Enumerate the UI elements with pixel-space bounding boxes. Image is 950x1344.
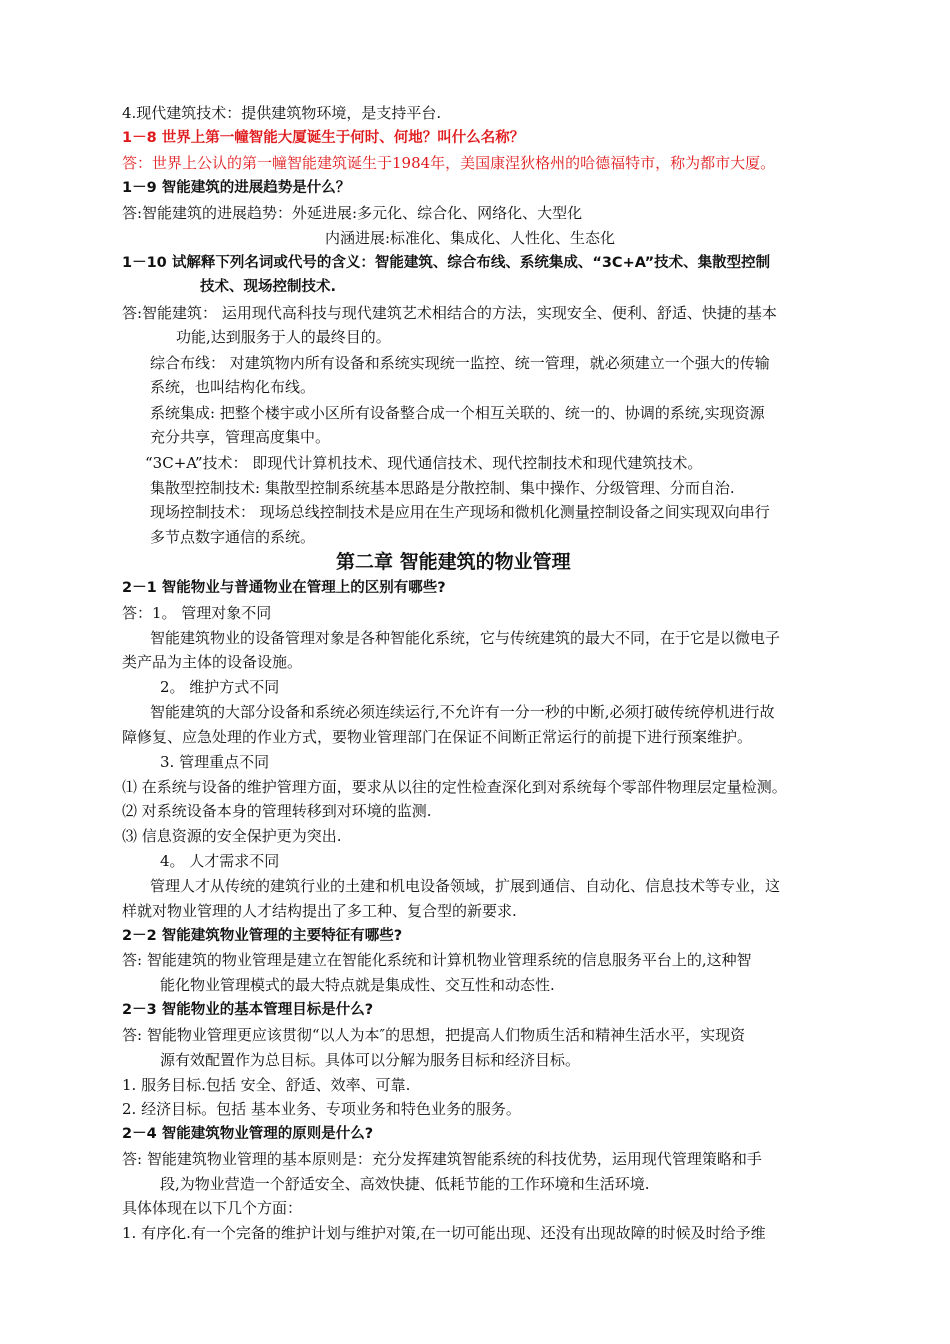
answer-text: 集散型控制技术: 集散型控制系统基本思路是分散控制、集中操作、分级管理、分而自治.: [150, 479, 735, 497]
question-heading: 1－8 世界上第一幢智能大厦诞生于何时、何地？叫什么名称？: [122, 130, 525, 146]
answer-text: 样就对物业管理的人才结构提出了多工种、复合型的新要求.: [122, 902, 517, 920]
answer-text: ⑵ 对系统设备本身的管理转移到对环境的监测.: [122, 802, 432, 820]
answer-text: 答:智能建筑的进展趋势：外延进展:多元化、综合化、网络化、大型化: [122, 204, 583, 222]
answer-text: 2。 维护方式不同: [160, 678, 280, 696]
answer-text: 源有效配置作为总目标。具体可以分解为服务目标和经济目标。: [160, 1051, 581, 1069]
answer-text: 智能建筑物业的设备管理对象是各种智能化系统，它与传统建筑的最大不同，在于它是以微电子: [150, 629, 781, 647]
answer-text: 1. 有序化.有一个完备的维护计划与维护对策,在一切可能出现、还没有出现故障的时候及时给予维: [122, 1224, 766, 1242]
answer-text: 答：1。 管理对象不同: [122, 604, 272, 622]
answer-text: 4。 人才需求不同: [160, 852, 280, 870]
question-heading: 技术、现场控制技术.: [200, 279, 337, 295]
answer-text: 障修复、应急处理的作业方式，要物业管理部门在保证不间断正常运行的前提下进行预案维护。: [122, 728, 753, 746]
answer-text: 2. 经济目标。包括 基本业务、专项业务和特色业务的服务。: [122, 1100, 521, 1118]
answer-text: 答:智能建筑： 运用现代高科技与现代建筑艺术相结合的方法，实现安全、便利、舒适、快捷的基本: [122, 304, 777, 322]
answer-text: 系统集成: 把整个楼宇或小区所有设备整合成一个相互关联的、统一的、协调的系统,实现资源: [150, 404, 765, 422]
answer-text: “3C+A”技术： 即现代计算机技术、现代通信技术、现代控制技术和现代建筑技术。: [145, 454, 703, 472]
answer-text: 综合布线： 对建筑物内所有设备和系统实现统一监控、统一管理，就必须建立一个强大的传输: [150, 354, 770, 372]
answer-text: 1. 服务目标.包括 安全、舒适、效率、可靠.: [122, 1076, 411, 1094]
question-heading: 2－2 智能建筑物业管理的主要特征有哪些?: [122, 928, 403, 944]
question-heading: 2－1 智能物业与普通物业在管理上的区别有哪些?: [122, 580, 446, 596]
answer-text: 智能建筑的大部分设备和系统必须连续运行,不允许有一分一秒的中断,必须打破传统停机进行故: [150, 703, 775, 721]
answer-text: 现场控制技术： 现场总线控制技术是应用在生产现场和微机化测量控制设备之间实现双向串行: [150, 503, 770, 521]
chapter-title: 第二章 智能建筑的物业管理: [336, 551, 571, 573]
answer-text: 系统，也叫结构化布线。: [150, 378, 316, 396]
answer-text: 3. 管理重点不同: [160, 753, 270, 771]
answer-text: ⑴ 在系统与设备的维护管理方面，要求从以往的定性检查深化到对系统每个零部件物理层定量检测。: [122, 778, 787, 796]
answer-text: 类产品为主体的设备设施。: [122, 653, 303, 671]
text-line: 4.现代建筑技术：提供建筑物环境，是支持平台.: [122, 104, 442, 122]
question-heading: 1－10 试解释下列名词或代号的含义：智能建筑、综合布线、系统集成、“3C+A”技术、集散型控制: [122, 255, 771, 271]
answer-text: 答：世界上公认的第一幢智能建筑诞生于1984年，美国康涅狄格州的哈德福特市，称为都市大厦。: [122, 154, 776, 172]
answer-text: 充分共享，管理高度集中。: [150, 428, 331, 446]
answer-text: 答: 智能建筑的物业管理是建立在智能化系统和计算机物业管理系统的信息服务平台上的,这种智: [122, 951, 752, 969]
answer-text: 能化物业管理模式的最大特点就是集成性、交互性和动态性.: [160, 976, 555, 994]
question-heading: 2－4 智能建筑物业管理的原则是什么?: [122, 1126, 374, 1142]
question-heading: 1－9 智能建筑的进展趋势是什么？: [122, 180, 351, 196]
answer-text: 答: 智能建筑物业管理的基本原则是：充分发挥建筑智能系统的科技优势，运用现代管理策略和手: [122, 1150, 762, 1168]
answer-text: 段,为物业营造一个舒适安全、高效快捷、低耗节能的工作环境和生活环境.: [160, 1175, 650, 1193]
answer-text: 具体体现在以下几个方面：: [122, 1199, 303, 1217]
question-heading: 2－3 智能物业的基本管理目标是什么?: [122, 1002, 374, 1018]
answer-text: 管理人才从传统的建筑行业的土建和机电设备领域，扩展到通信、自动化、信息技术等专业，这: [150, 877, 781, 895]
answer-text: 多节点数字通信的系统。: [150, 528, 316, 546]
answer-text: 答: 智能物业管理更应该贯彻“以人为本″的思想，把提高人们物质生活和精神生活水平，实现资: [122, 1026, 746, 1044]
answer-text: ⑶ 信息资源的安全保护更为突出.: [122, 827, 342, 845]
answer-text: 功能,达到服务于人的最终目的。: [176, 328, 391, 346]
answer-text: 内涵进展:标准化、集成化、人性化、生态化: [325, 229, 616, 247]
